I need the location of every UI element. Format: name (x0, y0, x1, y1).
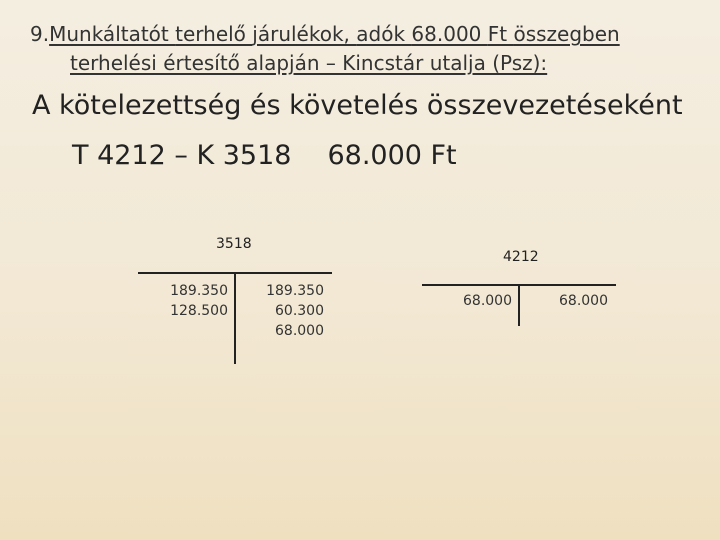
debit-value: 68.000 (463, 293, 512, 309)
heading-word: adók (356, 22, 412, 46)
task-number: 9. (30, 22, 50, 46)
t-account-3518-label: 3518 (216, 236, 252, 252)
journal-entry (72, 140, 457, 171)
entry-accounts: T 4212 – K 3518 (72, 140, 292, 171)
t-account-3518-debit (160, 281, 228, 321)
statement-text: A kötelezettség és követelés összevezetéseként (32, 90, 683, 121)
credit-value: 189.350 (266, 283, 324, 299)
t-account-4212-label: 4212 (503, 249, 539, 265)
t-account-4212-divider (518, 284, 520, 326)
t-account-3518-divider (234, 272, 236, 364)
entry-amount: 68.000 Ft (327, 140, 457, 171)
t-account-3518-credit (256, 281, 324, 341)
t-account-4212-debit (444, 291, 512, 311)
debit-value: 128.500 (170, 303, 228, 319)
heading-word: 68.000 (411, 22, 488, 46)
credit-value: 68.000 (275, 323, 324, 339)
heading-word: Ft (487, 22, 514, 46)
debit-value: 189.350 (170, 283, 228, 299)
heading-word: Munkáltatót (49, 22, 176, 46)
credit-value: 60.300 (275, 303, 324, 319)
heading-line-2: terhelési értesítő alapján – Kincstár utalja (Psz): (70, 51, 548, 75)
task-heading (30, 20, 700, 78)
heading-word: járulékok, (252, 22, 357, 46)
t-account-4212-credit (540, 291, 608, 311)
heading-word: összegben (513, 22, 620, 46)
heading-word: terhelő (175, 22, 253, 46)
credit-value: 68.000 (559, 293, 608, 309)
